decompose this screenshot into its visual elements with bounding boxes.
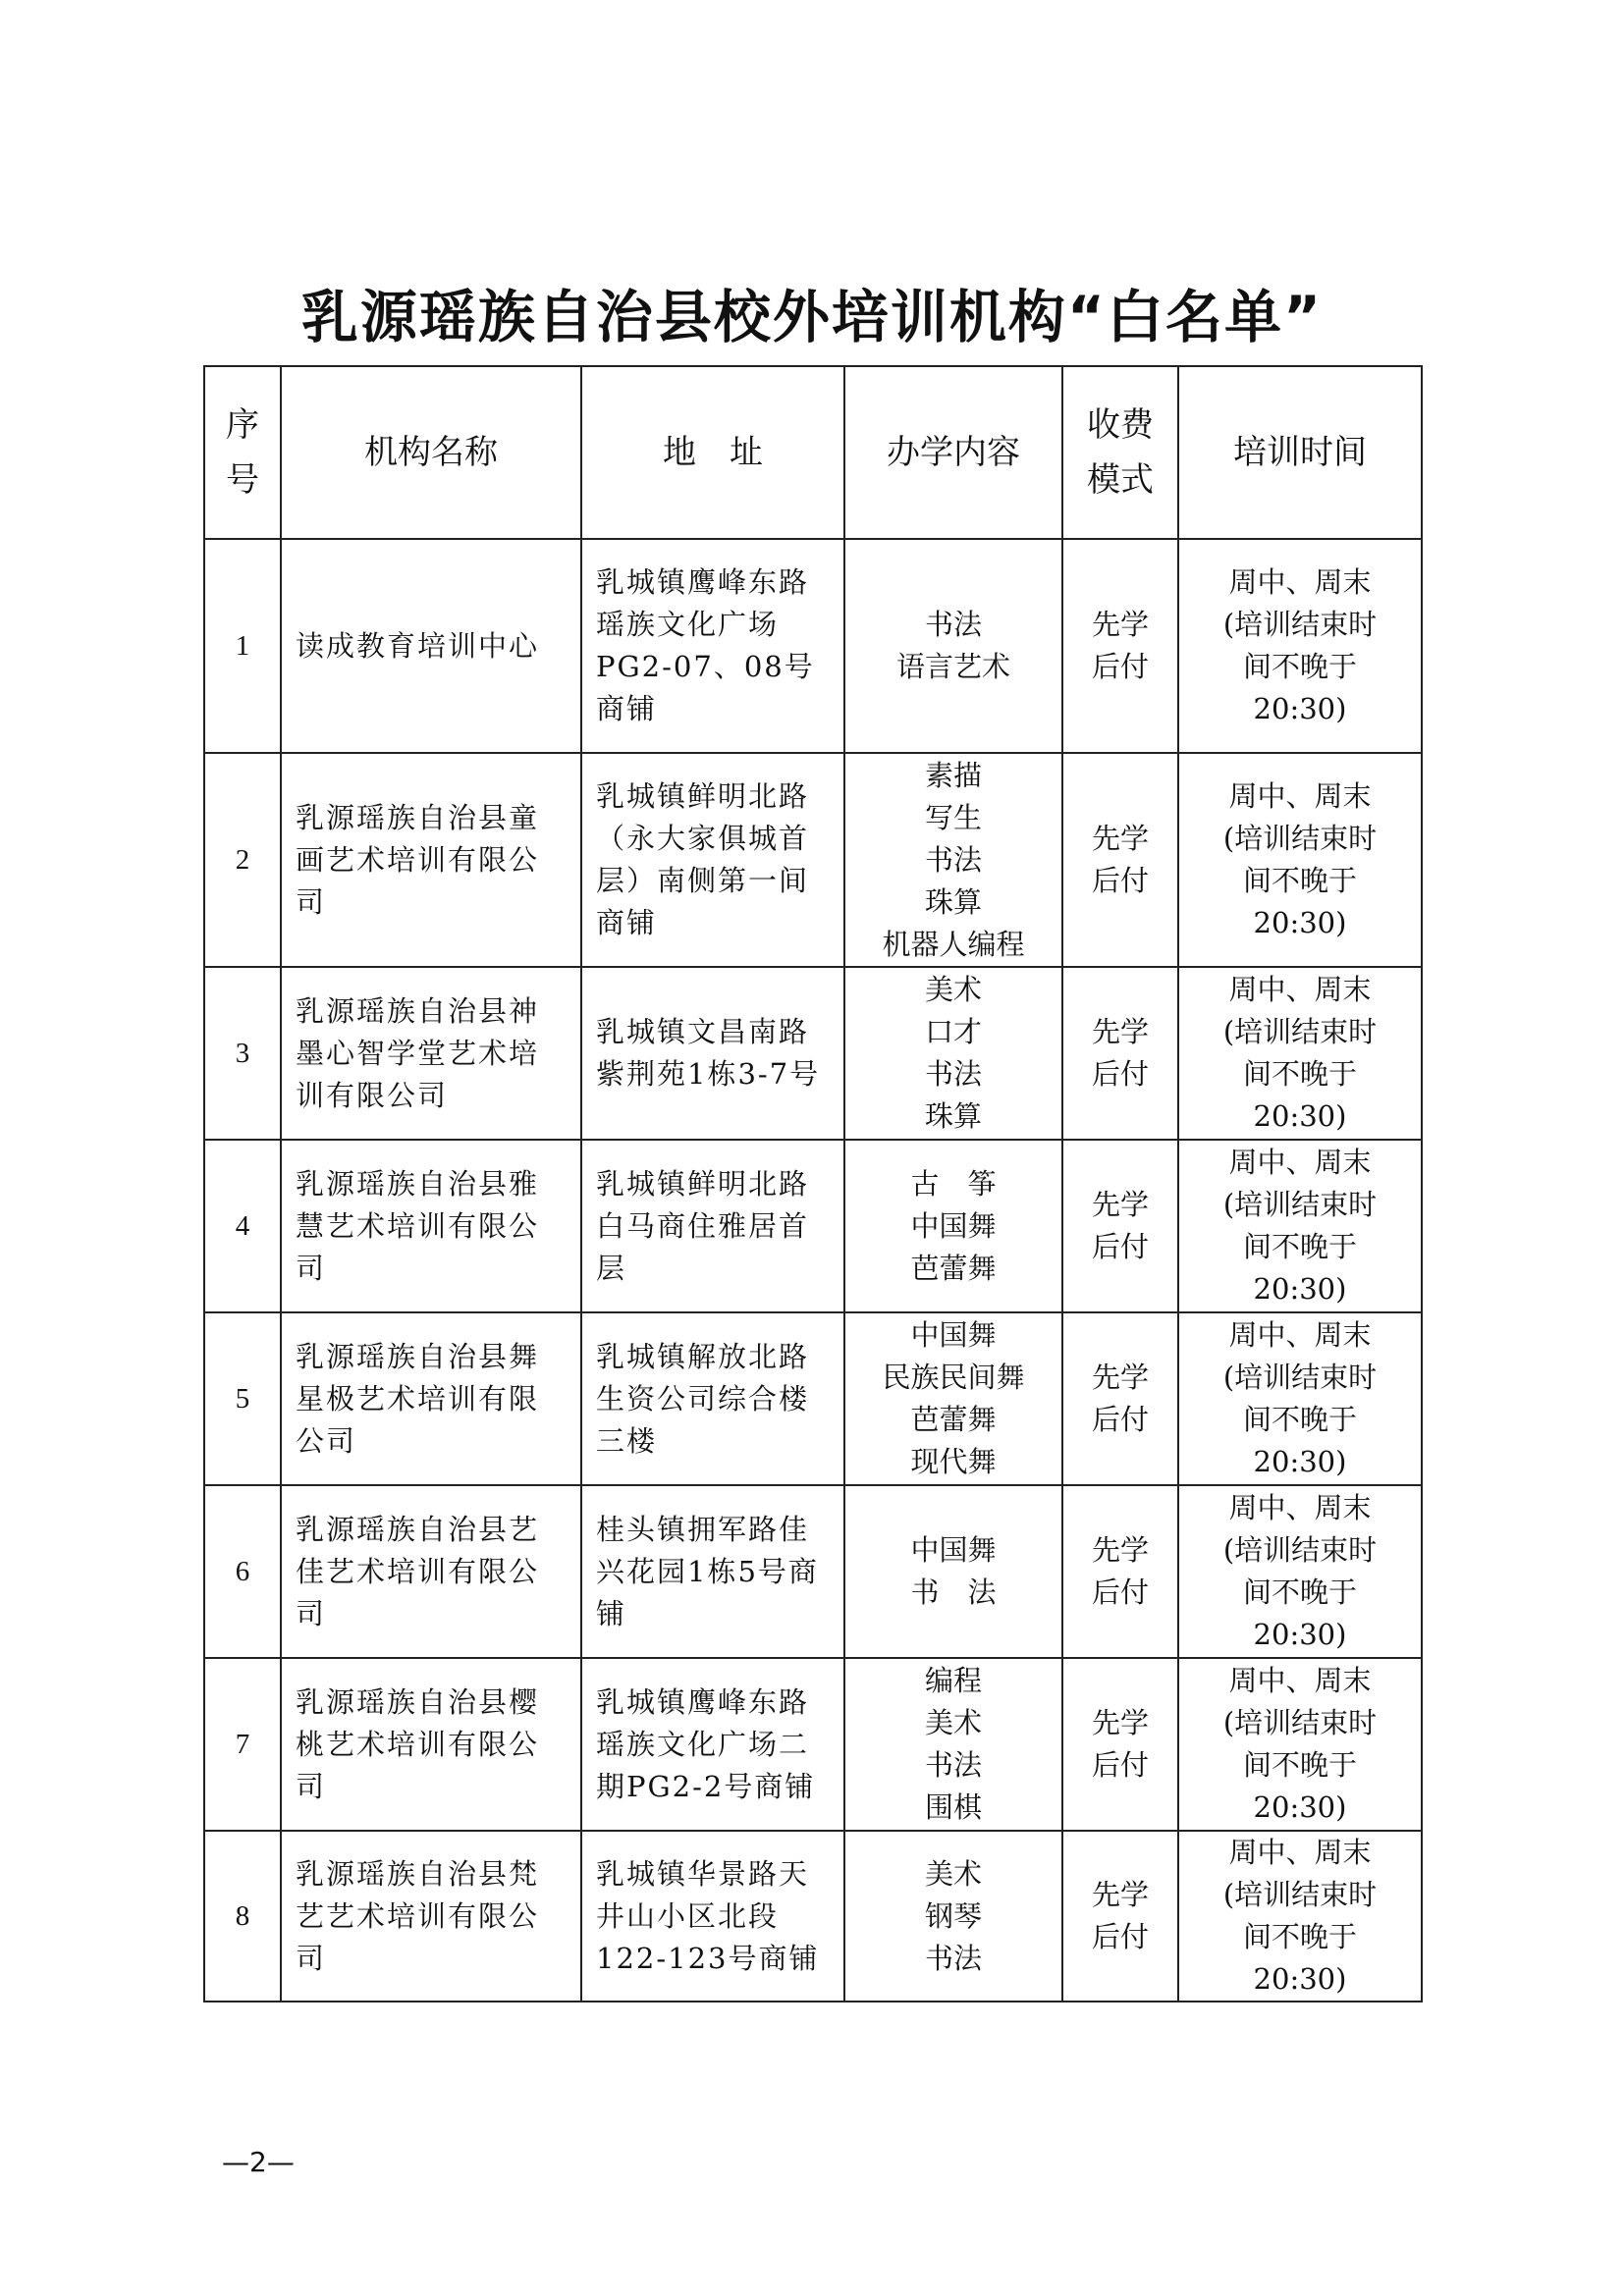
table-row xyxy=(204,1140,1422,1312)
fee-line: 先学 xyxy=(1091,1015,1149,1048)
content-item: 编程 xyxy=(924,1664,982,1697)
time-line: 20:30) xyxy=(1253,1272,1347,1306)
cell-org-name: 乳源瑶族自治县舞星极艺术培训有限公司 xyxy=(281,1312,581,1485)
content-item: 书 法 xyxy=(910,1575,997,1609)
fee-line: 后付 xyxy=(1091,1057,1149,1091)
cell-org-name: 乳源瑶族自治县梵艺艺术培训有限公司 xyxy=(281,1831,581,2002)
content-item: 书法 xyxy=(924,842,982,877)
header-fee xyxy=(1062,366,1178,539)
table-row xyxy=(204,1831,1422,2002)
table-row xyxy=(204,967,1422,1140)
cell-seq: 4 xyxy=(204,1140,281,1312)
content-item: 珠算 xyxy=(924,1099,982,1133)
cell-training-time xyxy=(1178,753,1422,967)
table-header-row xyxy=(204,366,1422,539)
content-item: 口才 xyxy=(924,1015,982,1048)
time-line: 间不晚于 xyxy=(1242,1403,1357,1436)
fee-line: 先学 xyxy=(1091,1361,1149,1394)
fee-line: 后付 xyxy=(1091,864,1149,897)
content-item: 书法 xyxy=(924,608,982,641)
content-item: 写生 xyxy=(924,800,982,834)
content-item: 围棋 xyxy=(924,1790,982,1824)
time-line: 20:30) xyxy=(1253,1099,1347,1133)
table-row xyxy=(204,753,1422,967)
page-number: —2— xyxy=(222,2146,295,2178)
cell-org-name: 读成教育培训中心 xyxy=(281,539,581,753)
time-line: 周中、周末 xyxy=(1228,1146,1372,1179)
fee-line: 先学 xyxy=(1091,1533,1149,1567)
cell-fee-mode xyxy=(1062,1485,1178,1658)
content-item: 芭蕾舞 xyxy=(910,1251,997,1285)
content-item: 芭蕾舞 xyxy=(910,1403,997,1436)
content-item: 中国舞 xyxy=(910,1533,997,1567)
content-item: 语言艺术 xyxy=(895,650,1010,683)
time-line: 间不晚于 xyxy=(1242,1575,1357,1609)
cell-seq: 7 xyxy=(204,1658,281,1831)
cell-address: 乳城镇鹰峰东路瑶族文化广场二期PG2-2号商铺 xyxy=(581,1658,844,1831)
cell-training-time xyxy=(1178,967,1422,1140)
content-item: 素描 xyxy=(924,758,982,792)
cell-fee-mode xyxy=(1062,539,1178,753)
time-line: (培训结束时 xyxy=(1222,1188,1378,1221)
whitelist-table xyxy=(203,365,1423,2002)
time-line: 周中、周末 xyxy=(1228,1836,1372,1869)
time-line: 20:30) xyxy=(1253,906,1347,939)
time-line: 间不晚于 xyxy=(1242,1748,1357,1782)
time-line: (培训结束时 xyxy=(1222,1706,1378,1739)
cell-org-name: 乳源瑶族自治县雅慧艺术培训有限公司 xyxy=(281,1140,581,1312)
cell-training-time xyxy=(1178,1485,1422,1658)
header-name: 机构名称 xyxy=(281,366,581,539)
time-line: 周中、周末 xyxy=(1228,779,1372,813)
cell-address: 乳城镇解放北路生资公司综合楼三楼 xyxy=(581,1312,844,1485)
table-row xyxy=(204,1485,1422,1658)
cell-content xyxy=(844,539,1062,753)
cell-fee-mode xyxy=(1062,1658,1178,1831)
time-line: 间不晚于 xyxy=(1242,650,1357,683)
time-line: 间不晚于 xyxy=(1242,864,1357,897)
cell-content xyxy=(844,1485,1062,1658)
time-line: (培训结束时 xyxy=(1222,608,1378,641)
fee-line: 先学 xyxy=(1091,608,1149,641)
time-line: 20:30) xyxy=(1253,1445,1347,1478)
time-line: 周中、周末 xyxy=(1228,973,1372,1006)
cell-org-name: 乳源瑶族自治县艺佳艺术培训有限公司 xyxy=(281,1485,581,1658)
cell-training-time xyxy=(1178,1312,1422,1485)
time-line: 周中、周末 xyxy=(1228,1664,1372,1697)
content-item: 美术 xyxy=(924,1856,982,1891)
cell-address: 乳城镇鹰峰东路瑶族文化广场PG2-07、08号商铺 xyxy=(581,539,844,753)
time-line: 20:30) xyxy=(1253,1790,1347,1824)
fee-line: 先学 xyxy=(1091,822,1149,855)
cell-training-time xyxy=(1178,1658,1422,1831)
cell-address: 乳城镇文昌南路紫荆苑1栋3-7号 xyxy=(581,967,844,1140)
content-item: 古 筝 xyxy=(910,1166,997,1201)
table-body xyxy=(204,539,1422,2002)
time-line: 20:30) xyxy=(1253,1618,1347,1651)
table-row xyxy=(204,1312,1422,1485)
cell-training-time xyxy=(1178,539,1422,753)
cell-content xyxy=(844,1658,1062,1831)
fee-line: 后付 xyxy=(1091,1748,1149,1782)
cell-org-name: 乳源瑶族自治县樱桃艺术培训有限公司 xyxy=(281,1658,581,1831)
table-row xyxy=(204,1658,1422,1831)
cell-fee-mode xyxy=(1062,753,1178,967)
fee-line: 后付 xyxy=(1091,1403,1149,1436)
content-item: 钢琴 xyxy=(924,1898,982,1933)
header-seq-line2: 号 xyxy=(226,460,259,500)
cell-seq: 6 xyxy=(204,1485,281,1658)
cell-content xyxy=(844,753,1062,967)
header-address: 地 址 xyxy=(581,366,844,539)
content-item: 中国舞 xyxy=(910,1318,997,1352)
fee-line: 后付 xyxy=(1091,1230,1149,1263)
cell-address: 乳城镇华景路天井山小区北段122-123号商铺 xyxy=(581,1831,844,2002)
time-line: 20:30) xyxy=(1253,1962,1347,1996)
header-time: 培训时间 xyxy=(1178,366,1422,539)
content-item: 美术 xyxy=(924,973,982,1006)
time-line: (培训结束时 xyxy=(1222,1533,1378,1567)
content-item: 珠算 xyxy=(924,884,982,919)
cell-seq: 5 xyxy=(204,1312,281,1485)
time-line: 间不晚于 xyxy=(1242,1230,1357,1263)
cell-training-time xyxy=(1178,1831,1422,2002)
fee-line: 先学 xyxy=(1091,1188,1149,1221)
time-line: (培训结束时 xyxy=(1222,1015,1378,1048)
content-item: 书法 xyxy=(924,1941,982,1975)
cell-content xyxy=(844,967,1062,1140)
cell-org-name: 乳源瑶族自治县神墨心智学堂艺术培训有限公司 xyxy=(281,967,581,1140)
cell-org-name: 乳源瑶族自治县童画艺术培训有限公司 xyxy=(281,753,581,967)
cell-seq: 1 xyxy=(204,539,281,753)
document-title: 乳源瑶族自治县校外培训机构“白名单” xyxy=(300,284,1324,350)
time-line: 周中、周末 xyxy=(1228,1318,1372,1352)
time-line: 间不晚于 xyxy=(1242,1920,1357,1953)
header-fee-line2: 模式 xyxy=(1087,460,1154,500)
fee-line: 先学 xyxy=(1091,1706,1149,1739)
time-line: 间不晚于 xyxy=(1242,1057,1357,1091)
cell-seq: 2 xyxy=(204,753,281,967)
fee-line: 后付 xyxy=(1091,650,1149,683)
cell-address: 桂头镇拥军路佳兴花园1栋5号商铺 xyxy=(581,1485,844,1658)
header-seq xyxy=(204,366,281,539)
cell-training-time xyxy=(1178,1140,1422,1312)
fee-line: 先学 xyxy=(1091,1878,1149,1911)
fee-line: 后付 xyxy=(1091,1920,1149,1953)
cell-seq: 3 xyxy=(204,967,281,1140)
time-line: 周中、周末 xyxy=(1228,1491,1372,1524)
content-item: 民族民间舞 xyxy=(882,1361,1025,1394)
cell-address: 乳城镇鲜明北路白马商住雅居首层 xyxy=(581,1140,844,1312)
header-content: 办学内容 xyxy=(844,366,1062,539)
header-fee-line1: 收费 xyxy=(1087,405,1154,445)
cell-fee-mode xyxy=(1062,1831,1178,2002)
cell-address: 乳城镇鲜明北路（永大家俱城首层）南侧第一间商铺 xyxy=(581,753,844,967)
cell-fee-mode xyxy=(1062,1140,1178,1312)
cell-content xyxy=(844,1312,1062,1485)
cell-seq: 8 xyxy=(204,1831,281,2002)
table-row xyxy=(204,539,1422,753)
content-item: 机器人编程 xyxy=(882,927,1025,961)
cell-fee-mode xyxy=(1062,1312,1178,1485)
time-line: 20:30) xyxy=(1253,692,1347,725)
content-item: 美术 xyxy=(924,1706,982,1739)
time-line: (培训结束时 xyxy=(1222,1361,1378,1394)
cell-fee-mode xyxy=(1062,967,1178,1140)
cell-content xyxy=(844,1831,1062,2002)
time-line: 周中、周末 xyxy=(1228,565,1372,599)
content-item: 书法 xyxy=(924,1057,982,1091)
content-item: 中国舞 xyxy=(910,1208,997,1243)
cell-content xyxy=(844,1140,1062,1312)
fee-line: 后付 xyxy=(1091,1575,1149,1609)
content-item: 现代舞 xyxy=(910,1445,997,1478)
content-item: 书法 xyxy=(924,1748,982,1782)
header-seq-line1: 序 xyxy=(226,405,259,445)
time-line: (培训结束时 xyxy=(1222,1878,1378,1911)
time-line: (培训结束时 xyxy=(1222,822,1378,855)
